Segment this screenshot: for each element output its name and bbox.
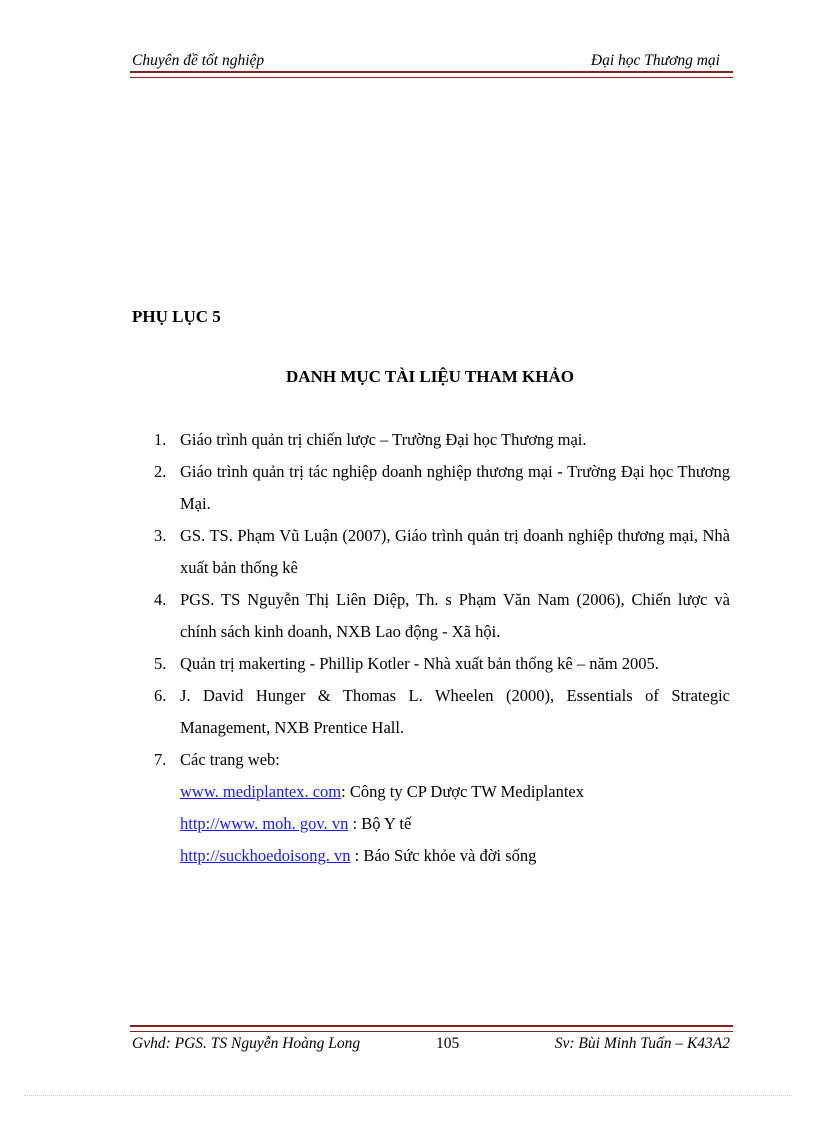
footer-rule bbox=[130, 1025, 733, 1032]
website-description: : Công ty CP Dược TW Mediplantex bbox=[341, 782, 585, 801]
list-item-text: PGS. TS Nguyễn Thị Liên Diệp, Th. s Phạm Văn Nam (2006), Chiến lược và chính sách kinh doanh, NXB Lao động - Xã hội. bbox=[180, 590, 730, 641]
appendix-label: PHỤ LỤC 5 bbox=[132, 307, 221, 326]
list-item-number: 3. bbox=[154, 526, 167, 545]
header-rule bbox=[130, 71, 733, 78]
header-right-text: Đại học Thương mại bbox=[590, 52, 720, 69]
page-header bbox=[130, 52, 722, 72]
page-bottom-divider bbox=[24, 1095, 792, 1096]
list-item-text: Các trang web: bbox=[180, 750, 280, 769]
website-description: : Bộ Y tế bbox=[348, 814, 412, 833]
list-item-number: 1. bbox=[154, 430, 167, 449]
page-footer bbox=[130, 1035, 733, 1055]
website-entry bbox=[150, 808, 730, 840]
page-title bbox=[0, 367, 816, 387]
list-item bbox=[150, 648, 730, 680]
website-link[interactable]: www. mediplantex. com bbox=[180, 782, 342, 801]
list-item bbox=[150, 424, 730, 456]
website-entry bbox=[150, 840, 730, 872]
list-item bbox=[150, 744, 730, 776]
list-item-text: Giáo trình quản trị tác nghiệp doanh nghiệp thương mại - Trường Đại học Thương Mại. bbox=[180, 462, 730, 513]
page-title-text: DANH MỤC TÀI LIỆU THAM KHẢO bbox=[286, 367, 574, 386]
list-item-text: Giáo trình quản trị chiến lược – Trường Đại học Thương mại. bbox=[180, 430, 587, 449]
list-item-number: 6. bbox=[154, 686, 167, 705]
list-item bbox=[150, 520, 730, 584]
website-description: : Báo Sức khỏe và đời sống bbox=[350, 846, 537, 865]
website-link[interactable]: http://suckhoedoisong. vn bbox=[180, 846, 351, 865]
list-item bbox=[150, 456, 730, 520]
list-item-text: J. David Hunger & Thomas L. Wheelen (2000), Essentials of Strategic Management, NXB Prentice Hall. bbox=[180, 686, 730, 737]
list-item bbox=[150, 584, 730, 648]
footer-student: Sv: Bùi Minh Tuấn – K43A2 bbox=[554, 1035, 730, 1052]
list-item-number: 4. bbox=[154, 590, 167, 609]
website-link[interactable]: http://www. moh. gov. vn bbox=[180, 814, 349, 833]
footer-advisor: Gvhd: PGS. TS Nguyễn Hoàng Long bbox=[132, 1035, 361, 1052]
list-item-number: 7. bbox=[154, 750, 167, 769]
list-item bbox=[150, 680, 730, 744]
page-number: 105 bbox=[436, 1035, 460, 1052]
list-item-text: Quản trị makerting - Phillip Kotler - Nhà xuất bản thống kê – năm 2005. bbox=[180, 654, 659, 673]
website-entry bbox=[150, 776, 730, 808]
header-left-text: Chuyên đề tốt nghiệp bbox=[132, 52, 265, 69]
list-item-number: 2. bbox=[154, 462, 167, 481]
list-item-number: 5. bbox=[154, 654, 167, 673]
list-item-text: GS. TS. Phạm Vũ Luận (2007), Giáo trình quản trị doanh nghiệp thương mại, Nhà xuất bản thống kê bbox=[180, 526, 730, 577]
reference-list bbox=[150, 424, 730, 872]
